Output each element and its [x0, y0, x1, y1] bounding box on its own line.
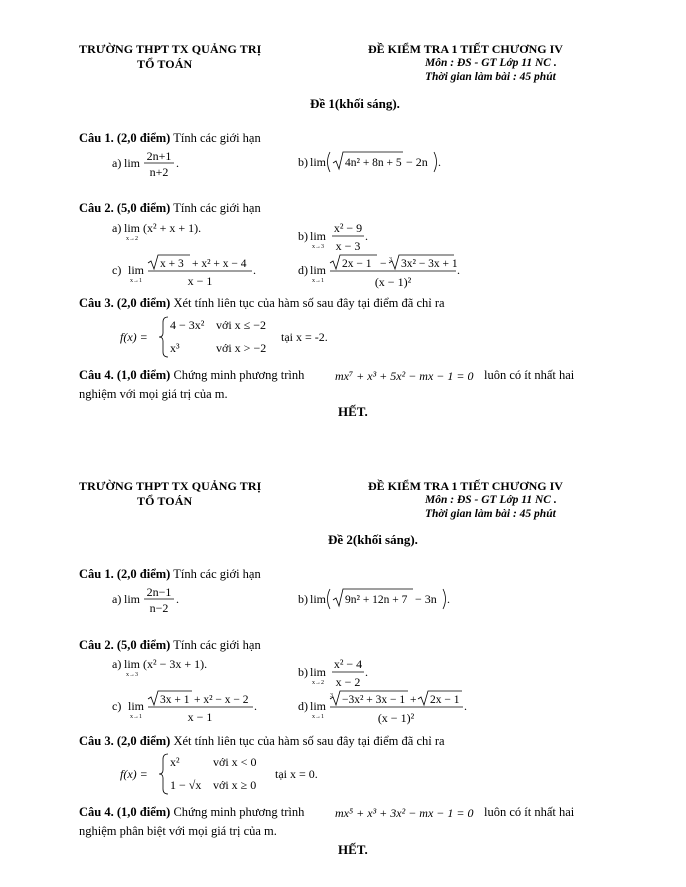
svg-text:.: . — [365, 229, 368, 243]
item-label: b) — [298, 592, 308, 606]
point-label: tại x = -2. — [281, 330, 328, 344]
question-1 — [79, 131, 261, 146]
svg-text:.: . — [464, 699, 467, 713]
svg-text:.: . — [176, 592, 179, 606]
question-1 — [79, 567, 261, 582]
q2d-formula — [296, 690, 476, 730]
lim-symbol: lim — [310, 263, 327, 277]
school-name: TRƯỜNG THPT TX QUẢNG TRỊ — [79, 42, 262, 56]
question-text: Xét tính liên tục của hàm số sau đây tại điểm đã chỉ ra — [173, 734, 445, 748]
subject-line: Môn : ĐS - GT Lớp 11 NC . — [425, 57, 557, 69]
cube-root-index: 3 — [389, 257, 392, 263]
case-1-condition: với x < 0 — [213, 755, 257, 769]
fraction-denominator: x − 1 — [187, 710, 213, 724]
fraction-numerator: x² − 4 — [333, 657, 363, 671]
q2c-formula — [110, 690, 260, 730]
brace — [159, 317, 168, 357]
time-line: Thời gian làm bài : 45 phút — [425, 71, 556, 83]
question-text: Tính các giới hạn — [173, 567, 261, 581]
svg-text:.: . — [457, 263, 460, 277]
q4-text-line2: nghiệm với mọi giá trị của m. — [79, 387, 228, 401]
fraction-numerator: x² − 9 — [333, 221, 363, 235]
question-label: Câu 3. (2,0 điểm) — [79, 296, 171, 310]
question-text: Chứng minh phương trình — [173, 805, 305, 819]
expression-tail: − 2n — [406, 155, 428, 169]
case-2-expression: x³ — [170, 341, 180, 355]
lim-subscript: x→1 — [130, 278, 142, 284]
q4-equation: mx⁵ + x³ + 3x² − mx − 1 = 0 — [335, 806, 474, 820]
svg-text:.: . — [365, 665, 368, 679]
end-marker: HẾT. — [338, 404, 368, 419]
lim-symbol: lim — [310, 665, 327, 679]
lim-symbol: lim — [124, 221, 141, 235]
numerator-operator: − — [380, 258, 387, 270]
radicand: x + 3 — [160, 258, 184, 270]
svg-text:.: . — [176, 156, 179, 170]
lim-symbol: lim — [124, 657, 141, 671]
question-2 — [79, 638, 261, 653]
question-4 — [79, 805, 304, 820]
item-label: c) — [112, 699, 122, 713]
exam-title: ĐỀ KIỂM TRA 1 TIẾT CHƯƠNG IV — [368, 479, 563, 493]
radicand: 3x + 1 — [160, 694, 190, 706]
case-2-expression: 1 − √x — [170, 778, 202, 792]
q1a-formula — [110, 582, 210, 620]
cube-root-index: 3 — [330, 693, 333, 699]
question-text: Xét tính liên tục của hàm số sau đây tại điểm đã chỉ ra — [173, 296, 445, 310]
case-1-expression: 4 − 3x² — [170, 318, 205, 332]
exam-title: ĐỀ KIỂM TRA 1 TIẾT CHƯƠNG IV — [368, 42, 563, 56]
expression-tail: − 3n — [415, 592, 437, 606]
q2a-formula — [110, 654, 230, 678]
point-label: tại x = 0. — [275, 767, 318, 781]
question-label: Câu 2. (5,0 điểm) — [79, 638, 171, 652]
fraction-numerator: 2n+1 — [146, 149, 172, 163]
question-label: Câu 4. (1,0 điểm) — [79, 368, 171, 382]
fraction-denominator: (x − 1)² — [374, 275, 412, 289]
case-1-condition: với x ≤ −2 — [216, 318, 267, 332]
item-label: a) — [112, 657, 122, 671]
lim-subscript: x→3 — [312, 244, 324, 250]
school-name: TRƯỜNG THPT TX QUẢNG TRỊ — [79, 479, 262, 493]
q2c-formula — [110, 254, 260, 294]
question-3 — [79, 734, 445, 749]
question-text: Tính các giới hạn — [173, 131, 261, 145]
q4-text-continued: luôn có ít nhất hai — [484, 805, 575, 819]
lim-subscript: x→1 — [312, 278, 324, 284]
fraction-denominator: n−2 — [149, 601, 169, 615]
q3-piecewise-function — [118, 751, 358, 797]
case-2-condition: với x > −2 — [216, 341, 267, 355]
numerator-tail: + x² + x − 4 — [192, 258, 247, 270]
q3-piecewise-function — [118, 314, 358, 360]
function-name: f(x) = — [120, 767, 148, 781]
q2b-formula — [296, 220, 386, 256]
fraction-numerator: 2n−1 — [146, 585, 172, 599]
question-label: Câu 3. (2,0 điểm) — [79, 734, 171, 748]
item-label: a) — [112, 156, 122, 170]
function-name: f(x) = — [120, 330, 148, 344]
q4-text-line2: nghiệm phân biệt với mọi giá trị của m. — [79, 824, 277, 838]
q2b-formula — [296, 656, 386, 692]
lim-subscript: x→2 — [126, 236, 138, 242]
exam-version: Đề 2(khối sáng). — [328, 532, 418, 547]
svg-text:.: . — [254, 699, 257, 713]
fraction-denominator: x − 2 — [335, 675, 361, 689]
fraction-denominator: (x − 1)² — [377, 711, 415, 725]
question-label: Câu 2. (5,0 điểm) — [79, 201, 171, 215]
end-marker: HẾT. — [338, 842, 368, 857]
lim-symbol: lim — [310, 229, 327, 243]
radicand: 9n² + 12n + 7 — [345, 594, 408, 606]
lim-symbol: lim — [124, 592, 141, 606]
fraction-denominator: x − 3 — [335, 239, 361, 253]
radicand-2: 2x − 1 — [430, 694, 460, 706]
svg-text:.: . — [447, 592, 450, 606]
item-label: d) — [298, 263, 308, 277]
lim-symbol: lim — [128, 699, 145, 713]
q4-text-continued: luôn có ít nhất hai — [484, 368, 575, 382]
svg-text:.: . — [253, 263, 256, 277]
q1b-formula — [296, 150, 466, 174]
question-3 — [79, 296, 445, 311]
numerator-tail: + x² − x − 2 — [194, 694, 249, 706]
question-text: Chứng minh phương trình — [173, 368, 305, 382]
radicand-1: −3x² + 3x − 1 — [342, 694, 406, 706]
item-label: a) — [112, 592, 122, 606]
lim-subscript: x→1 — [312, 714, 324, 720]
department-name: TỔ TOÁN — [137, 57, 193, 71]
lim-symbol: lim — [128, 263, 145, 277]
q2a-formula — [110, 218, 220, 242]
q1b-formula — [296, 587, 466, 611]
question-text: Tính các giới hạn — [173, 201, 261, 215]
question-2 — [79, 201, 261, 216]
radicand: 4n² + 8n + 5 — [345, 157, 402, 169]
lim-subscript: x→3 — [126, 672, 138, 678]
radicand-1: 2x − 1 — [342, 258, 372, 270]
time-line: Thời gian làm bài : 45 phút — [425, 508, 556, 520]
brace — [159, 754, 168, 794]
item-label: b) — [298, 155, 308, 169]
item-label: c) — [112, 263, 122, 277]
lim-symbol: lim — [310, 155, 327, 169]
exam-version: Đề 1(khối sáng). — [310, 96, 400, 111]
lim-subscript: x→2 — [312, 680, 324, 686]
lim-symbol: lim — [310, 592, 327, 606]
item-label: a) — [112, 221, 122, 235]
case-1-expression: x² — [170, 755, 180, 769]
lim-subscript: x→1 — [130, 714, 142, 720]
department-name: TỔ TOÁN — [137, 494, 193, 508]
svg-text:.: . — [438, 155, 441, 169]
numerator-operator: + — [410, 694, 417, 706]
item-label: d) — [298, 699, 308, 713]
item-label: b) — [298, 665, 308, 679]
subject-line: Môn : ĐS - GT Lớp 11 NC . — [425, 494, 557, 506]
fraction-denominator: x − 1 — [187, 274, 213, 288]
q1a-formula — [110, 146, 210, 184]
item-label: b) — [298, 229, 308, 243]
expression: (x² − 3x + 1). — [143, 657, 208, 671]
fraction-denominator: n+2 — [149, 165, 169, 179]
q2d-formula — [296, 254, 471, 294]
question-label: Câu 4. (1,0 điểm) — [79, 805, 171, 819]
question-label: Câu 1. (2,0 điểm) — [79, 567, 171, 581]
lim-symbol: lim — [124, 156, 141, 170]
question-4 — [79, 368, 304, 383]
question-text: Tính các giới hạn — [173, 638, 261, 652]
lim-symbol: lim — [310, 699, 327, 713]
case-2-condition: với x ≥ 0 — [213, 778, 257, 792]
radicand-2: 3x² − 3x + 1 — [401, 258, 458, 270]
question-label: Câu 1. (2,0 điểm) — [79, 131, 171, 145]
q4-equation: mx⁷ + x³ + 5x² − mx − 1 = 0 — [335, 369, 474, 383]
expression: (x² + x + 1). — [143, 221, 202, 235]
